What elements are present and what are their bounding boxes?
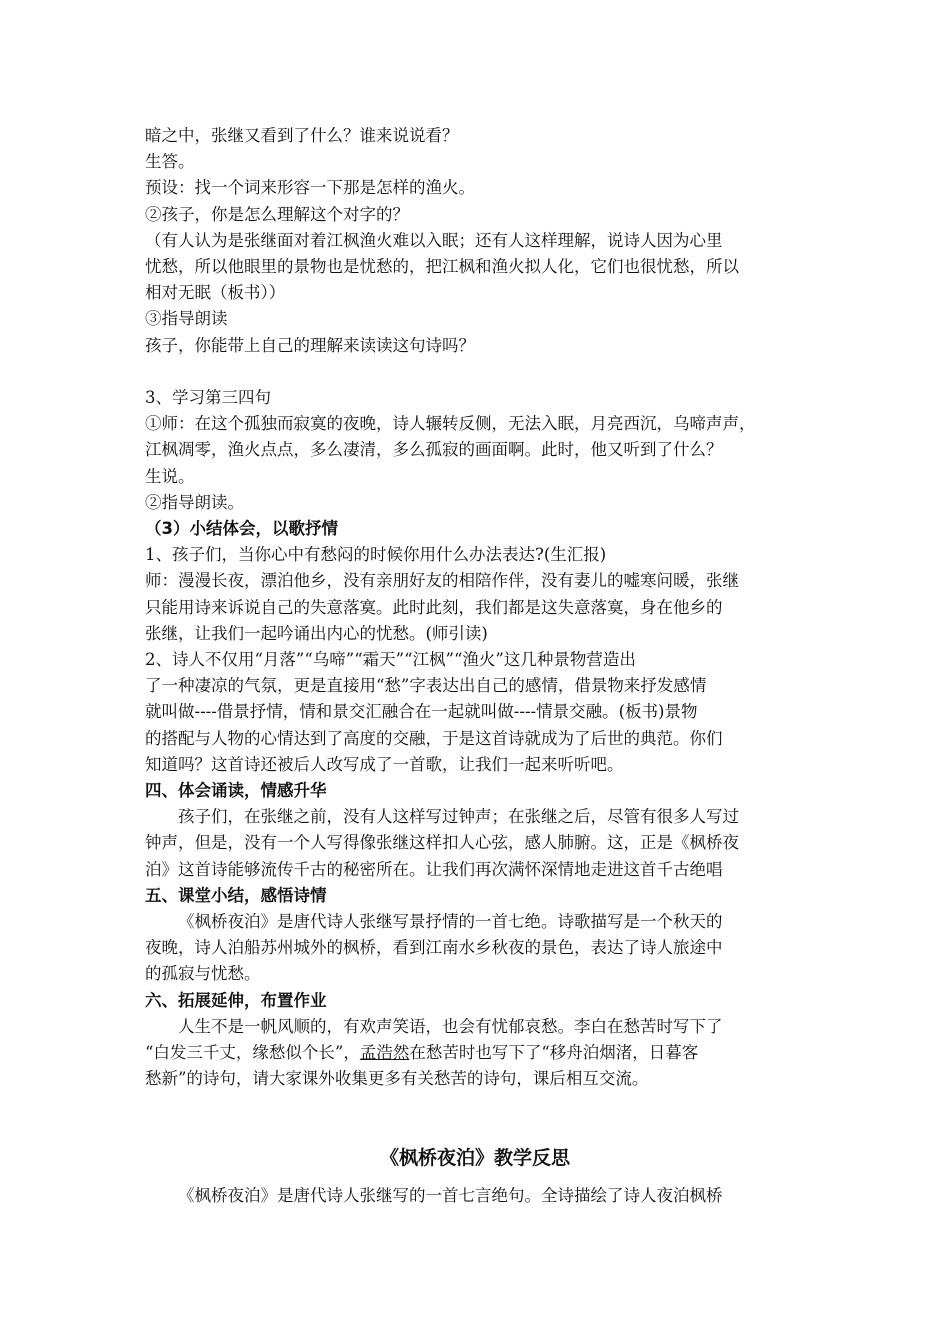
text-line: ①师：在这个孤独而寂寞的夜晚，诗人辗转反侧，无法入眠，月亮西沉，乌啼声声，	[145, 414, 756, 434]
text-line: 愁新”的诗句，请大家课外收集更多有关愁苦的诗句，课后相互交流。	[145, 1069, 649, 1089]
text-line: 生答。	[145, 152, 195, 172]
text-line: 《枫桥夜泊》是唐代诗人张继写景抒情的一首七绝。诗歌描写是一个秋天的	[178, 912, 723, 932]
text-line: 孩子们，在张继之前，没有人这样写过钟声；在张继之后，尽管有很多人写过	[178, 807, 739, 827]
blank-line	[145, 359, 815, 385]
text-line: 孩子，你能带上自己的理解来读读这句诗吗？	[145, 335, 475, 355]
text-line: 江枫凋零，渔火点点，多么凄清，多么孤寂的画面啊。此时，他又听到了什么？	[145, 440, 723, 460]
text-line: 就叫做----借景抒情，情和景交汇融合在一起就叫做----情景交融。(板书)景物	[145, 702, 698, 722]
text-line: 只能用诗来诉说自己的失意落寞。此时此刻，我们都是这失意落寞，身在他乡的	[145, 597, 723, 617]
underlined-name: 孟浩然	[359, 1043, 410, 1063]
text-line: 夜晚，诗人泊船苏州城外的枫桥，看到江南水乡秋夜的景色，表达了诗人旅途中	[145, 938, 723, 958]
text-line: 1、孩子们，当你心中有愁闷的时候你用什么办法表达?(生汇报)	[145, 545, 607, 565]
text-line: 忧愁，所以他眼里的景物也是忧愁的，把江枫和渔火拟人化，它们也很忧愁，所以	[145, 257, 739, 277]
text-line: 的孤寂与忧愁。	[145, 964, 261, 984]
text-line: ②孩子，你是怎么理解这个对字的？	[145, 204, 409, 224]
text-line: 人生不是一帆风顺的，有欢声笑语，也会有忧郁哀愁。李白在愁苦时写下了	[178, 1016, 723, 1036]
text-line: 暗之中，张继又看到了什么？谁来说说看？	[145, 126, 459, 145]
text-line: 师：漫漫长夜，漂泊他乡，没有亲朋好友的相陪作伴，没有妻儿的嘘寒问暖，张继	[145, 571, 739, 591]
text-line: 泊》这首诗能够流传千古的秘密所在。让我们再次满怀深情地走进这首千古绝唱	[145, 859, 723, 879]
text-line: 预设：找一个词来形容一下那是怎样的渔火。	[145, 178, 475, 198]
section-heading: 五、课堂小结，感悟诗情	[145, 885, 327, 905]
reflection-title: 《枫桥夜泊》教学反思	[379, 1147, 570, 1169]
text-line: （有人认为是张继面对着江枫渔火难以入眠；还有人这样理解，说诗人因为心里	[145, 230, 723, 250]
text-segment: “白发三千丈，缘愁似个长”，	[145, 1043, 360, 1063]
text-line: 了一种凄凉的气氛，更是直接用“愁”字表达出自己的感情，借景物来抒发感情	[145, 676, 707, 696]
text-line: 2、诗人不仅用“月落”“乌啼”“霜天”“江枫”“渔火”这几种景物营造出	[145, 650, 636, 670]
section-heading: 四、体会诵读，情感升华	[145, 781, 327, 801]
text-line: 知道吗？这首诗还被后人改写成了一首歌，让我们一起来听听吧。	[145, 754, 624, 774]
text-line: 相对无眠（板书））	[145, 283, 286, 303]
text-line: 钟声，但是，没有一个人写得像张继这样扣人心弦，感人肺腑。这，正是《枫桥夜	[145, 833, 739, 853]
text-segment: 在愁苦时也写下了“移舟泊烟渚，日暮客	[409, 1043, 699, 1063]
section-heading: （3）小结体会，以歌抒情	[145, 519, 338, 539]
text-line: ③指导朗读	[145, 309, 228, 329]
text-line: ②指导朗读。	[145, 492, 244, 512]
text-line: 生说。	[145, 466, 195, 486]
lesson-plan-text	[145, 123, 815, 1093]
text-line: 的搭配与人物的心情达到了高度的交融，于是这首诗就成为了后世的典范。你们	[145, 728, 723, 748]
reflection-first-line: 《枫桥夜泊》是唐代诗人张继写的一首七言绝句。全诗描绘了诗人夜泊枫桥	[178, 1186, 723, 1205]
subsection-heading: 3、学习第三四句	[145, 388, 271, 408]
text-line: 张继，让我们一起吟诵出内心的忧愁。(师引读)	[145, 623, 488, 643]
section-heading: 六、拓展延伸，布置作业	[145, 990, 327, 1010]
text-line	[145, 1040, 815, 1066]
